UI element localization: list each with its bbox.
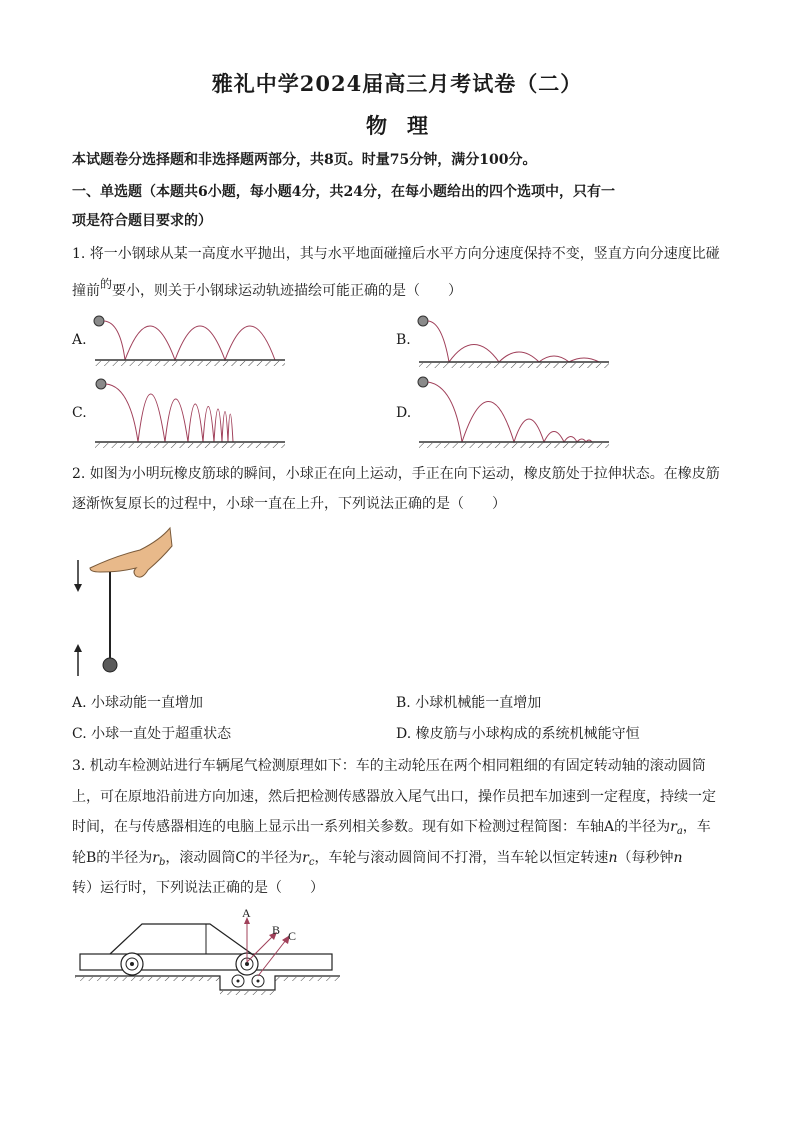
q2-option-c: C. 小球一直处于超重状态 <box>72 726 232 742</box>
q3-var-n: n <box>608 850 618 866</box>
q3-line3-part-a: 时间，在与传感器相连的电脑上显示出一系列相关参数。现有如下检测过程简图：车轴A的半径为 <box>72 819 671 835</box>
subject-char-2: 理 <box>407 113 428 138</box>
ball-icon <box>103 658 117 672</box>
q1-line1: 1. 将一小钢球从某一高度水平抛出，其与水平地面碰撞后水平方向分速度保持不变，竖直方向分速度比碰 <box>72 246 720 262</box>
q1-diagram-d <box>414 376 614 448</box>
q3-var-n: n <box>673 850 683 866</box>
q1-option-c-label: C. <box>72 405 87 421</box>
q3-line3-part-b: ，车 <box>682 819 711 835</box>
q3-var-r: r <box>670 819 677 835</box>
q3-line4-part-d: （每秒钟 <box>617 850 674 866</box>
section-heading-line2: 项是符合题目要求的） <box>72 213 212 229</box>
q1-line2 <box>72 277 463 301</box>
q3-sub-a: a <box>676 826 683 837</box>
arrow-down-icon <box>74 584 82 592</box>
q3-line2: 上，可在原地沿前进方向加速，然后把检测传感器放入尾气出口，操作员把车加速到一定程度，持续一定 <box>72 789 716 805</box>
q3-line3 <box>72 817 711 842</box>
q1-option-d-label: D. <box>396 405 412 421</box>
label-a: A <box>242 906 251 920</box>
label-b: B <box>272 923 281 937</box>
hand-icon <box>90 528 172 577</box>
q3-line4 <box>72 848 683 873</box>
label-c: C <box>288 929 297 943</box>
q1-line2-part-b: 要小，则关于小钢球运动轨迹描绘可能正确的是（ ） <box>112 283 463 299</box>
q3-sub-c: c <box>308 857 315 868</box>
subject-title <box>0 110 794 140</box>
q3-line4-part-a: 轮B的半径为 <box>72 850 153 866</box>
q2-option-a: A. 小球动能一直增加 <box>72 695 204 711</box>
q3-diagram <box>70 906 350 996</box>
q3-line1: 3. 机动车检测站进行车辆尾气检测原理如下：车的主动轮压在两个相同粗细的有固定转动轴的滚动圆筒 <box>72 758 706 774</box>
q1-line2-sup: 的 <box>100 277 113 291</box>
q1-option-b-label: B. <box>396 332 411 348</box>
intro-text: 本试题卷分选择题和非选择题两部分，共8页。时量75分钟，满分100分。 <box>72 152 537 168</box>
q2-option-d: D. 橡皮筋与小球构成的系统机械能守恒 <box>396 726 640 742</box>
q1-option-a-label: A. <box>72 332 87 348</box>
subject-char-1: 物 <box>366 113 387 138</box>
q3-line5: 转）运行时，下列说法正确的是（ ） <box>72 880 324 896</box>
q3-var-r: r <box>302 850 309 866</box>
q3-sub-b: b <box>159 857 166 868</box>
q3-line4-part-c: ，车轮与滚动圆筒间不打滑，当车轮以恒定转速 <box>314 850 609 866</box>
q2-diagram <box>70 528 190 678</box>
q2-line1: 2. 如图为小明玩橡皮筋球的瞬间，小球正在向上运动，手正在向下运动，橡皮筋处于拉伸状态。在橡皮筋 <box>72 466 720 482</box>
q1-diagram-c <box>90 376 290 448</box>
ball-icon <box>94 316 104 326</box>
q3-var-r: r <box>152 850 159 866</box>
section-heading-line1: 一、单选题（本题共6小题，每小题4分，共24分，在每小题给出的四个选项中，只有一 <box>72 184 615 200</box>
q2-option-b: B. 小球机械能一直增加 <box>396 695 542 711</box>
ball-icon <box>96 379 106 389</box>
q1-diagram-b <box>414 312 614 372</box>
q1-line2-part-a: 撞前 <box>72 283 100 299</box>
q3-line4-part-b: ，滚动圆筒C的半径为 <box>165 850 303 866</box>
page-title: 雅礼中学2024届高三月考试卷（二） <box>211 71 583 96</box>
ball-icon <box>418 377 428 387</box>
ball-icon <box>418 316 428 326</box>
q2-line2: 逐渐恢复原长的过程中，小球一直在上升，下列说法正确的是（ ） <box>72 496 506 512</box>
arrow-up-icon <box>74 644 82 652</box>
q1-diagram-a <box>90 312 290 372</box>
